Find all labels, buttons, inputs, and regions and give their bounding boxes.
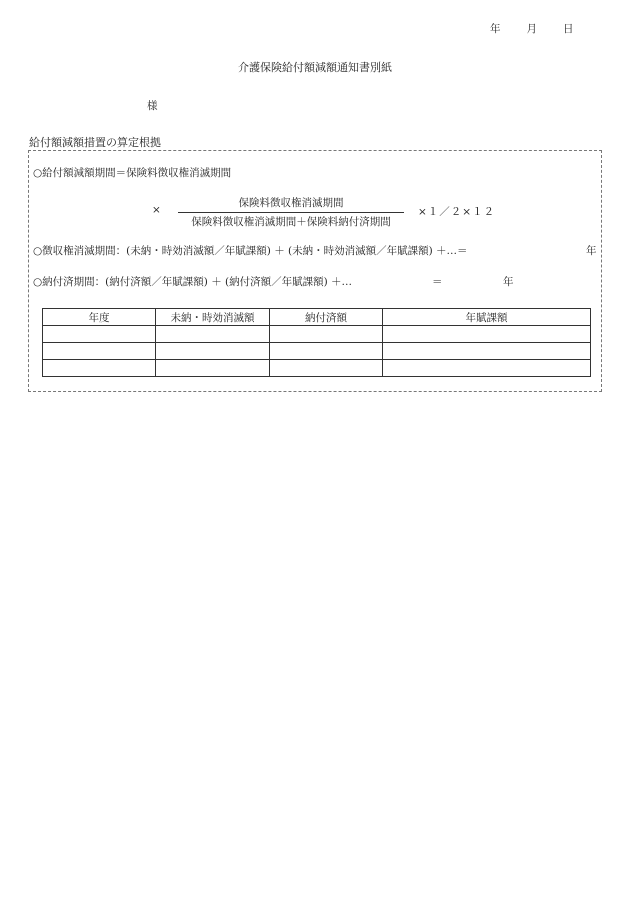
table-cell <box>156 326 270 343</box>
table-cell <box>383 343 591 360</box>
month-label: 月 <box>526 23 537 35</box>
table-cell <box>383 326 591 343</box>
fraction <box>178 195 404 229</box>
table-cell <box>383 360 591 377</box>
table-cell <box>156 360 270 377</box>
extinction-period-formula: ○徴収権消滅期間：(未納・時効消滅額／年賦課額) ＋ (未納・時効消滅額／年賦課額) ＋…＝ <box>33 245 468 257</box>
extinction-period-unit: 年 <box>586 245 597 257</box>
table-cell <box>43 326 156 343</box>
table-row <box>43 343 591 360</box>
period-table <box>42 308 591 377</box>
year-label: 年 <box>490 23 501 35</box>
multiply-sign: × <box>152 204 161 216</box>
col-header-annual-levy: 年賦課額 <box>383 309 591 326</box>
col-header-paid-amount: 納付済額 <box>270 309 383 326</box>
table-header-row <box>43 309 591 326</box>
paid-period-unit: 年 <box>503 276 514 288</box>
table-cell <box>43 360 156 377</box>
table-row <box>43 326 591 343</box>
fraction-denominator: 保険料徴収権消滅期間＋保険料納付済期間 <box>191 216 391 228</box>
formula-tail: ×１／２×１２ <box>418 206 496 218</box>
table-cell <box>43 343 156 360</box>
reduction-period-formula: ○給付額減額期間＝保険料徴収権消滅期間 <box>33 167 232 179</box>
day-label: 日 <box>563 23 574 35</box>
fraction-numerator: 保険料徴収権消滅期間 <box>178 195 404 213</box>
date-line <box>490 21 574 36</box>
col-header-fiscal-year: 年度 <box>43 309 156 326</box>
table-row <box>43 360 591 377</box>
col-header-unpaid-amount: 未納・時効消滅額 <box>156 309 270 326</box>
addressee-suffix: 様 <box>147 100 158 112</box>
table-cell <box>270 343 383 360</box>
document-title: 介護保険給付額減額通知書別紙 <box>238 61 392 74</box>
table-cell <box>270 360 383 377</box>
paid-period-formula: ○納付済期間：(納付済額／年賦課額) ＋ (納付済額／年賦課額) ＋… <box>33 276 353 288</box>
section-title: 給付額減額措置の算定根拠 <box>29 136 161 149</box>
table-cell <box>270 326 383 343</box>
table-cell <box>156 343 270 360</box>
paid-period-equals: ＝ <box>432 276 443 288</box>
